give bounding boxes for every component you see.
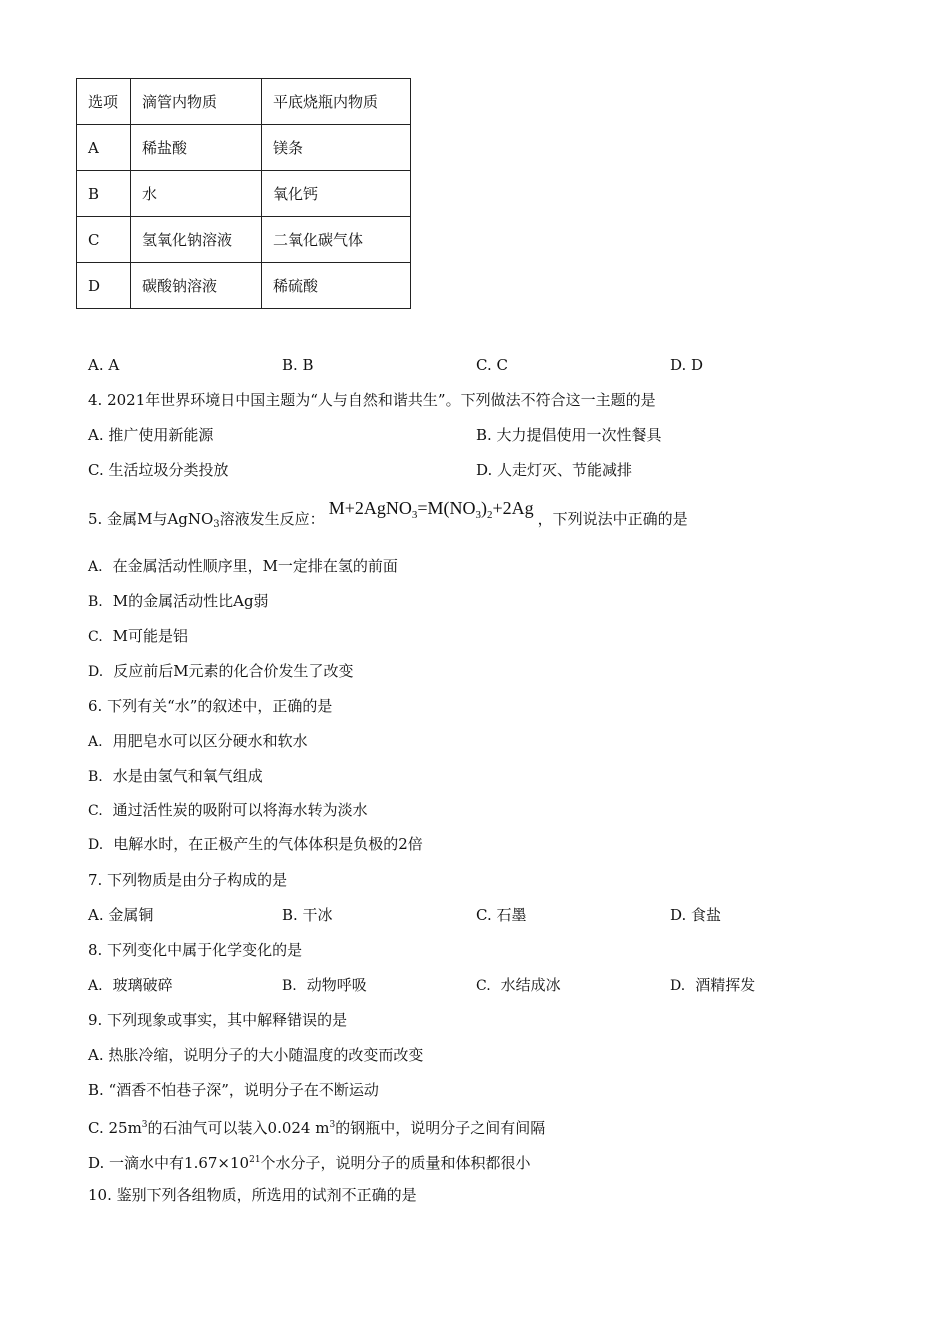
- q8-stem: 8. 下列变化中属于化学变化的是: [88, 941, 303, 959]
- reagent-table: [76, 78, 411, 309]
- table-cell: 氢氧化钠溶液: [131, 217, 262, 263]
- option-label: B.: [88, 594, 103, 610]
- q6-option-d: [88, 834, 423, 855]
- q5-option-a: [88, 556, 398, 577]
- text-part: 个水分子，说明分子的质量和体积都很小: [260, 1154, 531, 1172]
- q3-option-d: D. D: [670, 356, 704, 374]
- q3-option-c: C. C: [476, 356, 508, 374]
- eq-part: ): [481, 498, 487, 518]
- q8-option-b: [282, 975, 367, 996]
- q7-option-c: C. 石墨: [476, 906, 527, 924]
- table-cell: B: [77, 171, 131, 217]
- q6-stem: 6. 下列有关“水”的叙述中，正确的是: [88, 697, 333, 715]
- option-label: A.: [88, 978, 103, 994]
- q3-option-a: A. A: [88, 356, 120, 374]
- superscript: 3: [141, 1120, 148, 1130]
- eq-part: =M(NO: [417, 498, 476, 518]
- option-text: M的金属活动性比Ag弱: [112, 592, 269, 610]
- q4-stem: 4. 2021年世界环境日中国主题为“人与自然和谐共生”。下列做法不符合这一主题的是: [88, 391, 656, 409]
- table-cell: 碳酸钠溶液: [131, 263, 262, 309]
- q9-stem: 9. 下列现象或事实，其中解释错误的是: [88, 1011, 348, 1029]
- text-part: 的石油气可以装入0.024 m: [147, 1119, 330, 1137]
- table-cell: 稀硫酸: [262, 263, 411, 309]
- q6-option-c: [88, 800, 368, 821]
- eq-sub: 2: [487, 509, 493, 521]
- q7-stem: 7. 下列物质是由分子构成的是: [88, 871, 288, 889]
- table-row: [77, 171, 411, 217]
- option-label: C.: [88, 629, 103, 645]
- q5-option-b: [88, 591, 269, 612]
- q8-option-d: [670, 975, 755, 996]
- eq-sub: 3: [411, 509, 418, 521]
- table-cell: C: [77, 217, 131, 263]
- option-label: A.: [88, 559, 103, 575]
- superscript: 21: [249, 1155, 261, 1165]
- q4-option-a: A. 推广使用新能源: [88, 426, 214, 444]
- q5-option-d: [88, 661, 354, 682]
- table-header-cell: 选项: [77, 79, 131, 125]
- q5-stem: [88, 498, 688, 535]
- table-cell: 氧化钙: [262, 171, 411, 217]
- option-label: D.: [670, 978, 686, 994]
- option-label: D.: [88, 837, 104, 853]
- q4-option-c: C. 生活垃圾分类投放: [88, 461, 229, 479]
- text-part: C. 25m: [88, 1119, 142, 1137]
- table-cell: 水: [131, 171, 262, 217]
- q6-option-b: [88, 766, 263, 787]
- q4-option-d: D. 人走灯灭、节能减排: [476, 461, 633, 479]
- q5-stem-sub: 3: [213, 519, 220, 530]
- q5-stem-mid: 溶液发生反应：: [219, 510, 325, 528]
- q10-stem: 10. 鉴别下列各组物质，所选用的试剂不正确的是: [88, 1186, 417, 1204]
- table-header-cell: 滴管内物质: [131, 79, 262, 125]
- option-text: 动物呼吸: [306, 976, 367, 994]
- q5-stem-post: ，下列说法中正确的是: [537, 510, 688, 528]
- table-cell: D: [77, 263, 131, 309]
- q3-option-b: B. B: [282, 356, 314, 374]
- option-text: 玻璃破碎: [112, 976, 173, 994]
- q4-option-b: B. 大力提倡使用一次性餐具: [476, 426, 662, 444]
- option-text: 酒精挥发: [695, 976, 756, 994]
- text-part: 的钢瓶中，说明分子之间有间隔: [335, 1119, 546, 1137]
- eq-part: +2Ag: [492, 498, 534, 518]
- option-text: 通过活性炭的吸附可以将海水转为淡水: [112, 801, 368, 819]
- option-text: 水是由氢气和氧气组成: [112, 767, 263, 785]
- eq-sub: 3: [475, 509, 481, 521]
- option-text: 在金属活动性顺序里，M一定排在氢的前面: [112, 557, 398, 575]
- q9-option-c: [88, 1115, 545, 1138]
- reaction-equation: [328, 498, 534, 521]
- q7-option-b: B. 干冰: [282, 906, 333, 924]
- option-label: D.: [88, 664, 104, 680]
- table-row: [77, 125, 411, 171]
- table-cell: 二氧化碳气体: [262, 217, 411, 263]
- q5-option-c: [88, 626, 188, 647]
- eq-part: M+2AgNO: [328, 498, 412, 518]
- q7-option-a: A. 金属铜: [88, 906, 154, 924]
- option-text: M可能是铝: [112, 627, 189, 645]
- q5-stem-pre: 5. 金属M与AgNO: [88, 510, 214, 528]
- table-header-row: [77, 79, 411, 125]
- table-cell: 稀盐酸: [131, 125, 262, 171]
- q7-option-d: D. 食盐: [670, 906, 722, 924]
- superscript: 3: [329, 1120, 336, 1130]
- table-cell: A: [77, 125, 131, 171]
- table-row: [77, 217, 411, 263]
- q6-option-a: [88, 731, 308, 752]
- q8-option-a: [88, 975, 173, 996]
- option-label: B.: [282, 978, 297, 994]
- option-text: 反应前后M元素的化合价发生了改变: [113, 662, 354, 680]
- option-label: A.: [88, 734, 103, 750]
- option-label: C.: [88, 803, 103, 819]
- option-label: C.: [476, 978, 491, 994]
- option-text: 用肥皂水可以区分硬水和软水: [112, 732, 308, 750]
- option-label: B.: [88, 769, 103, 785]
- table-cell: 镁条: [262, 125, 411, 171]
- table-header-cell: 平底烧瓶内物质: [262, 79, 411, 125]
- text-part: D. 一滴水中有1.67×10: [88, 1154, 250, 1172]
- option-text: 电解水时，在正极产生的气体体积是负极的2倍: [113, 835, 423, 853]
- q9-option-d: [88, 1150, 531, 1173]
- table-row: [77, 263, 411, 309]
- q8-option-c: [476, 975, 561, 996]
- q9-option-a: A. 热胀冷缩，说明分子的大小随温度的改变而改变: [88, 1046, 424, 1064]
- option-text: 水结成冰: [500, 976, 561, 994]
- q9-option-b: B. “酒香不怕巷子深”，说明分子在不断运动: [88, 1081, 379, 1099]
